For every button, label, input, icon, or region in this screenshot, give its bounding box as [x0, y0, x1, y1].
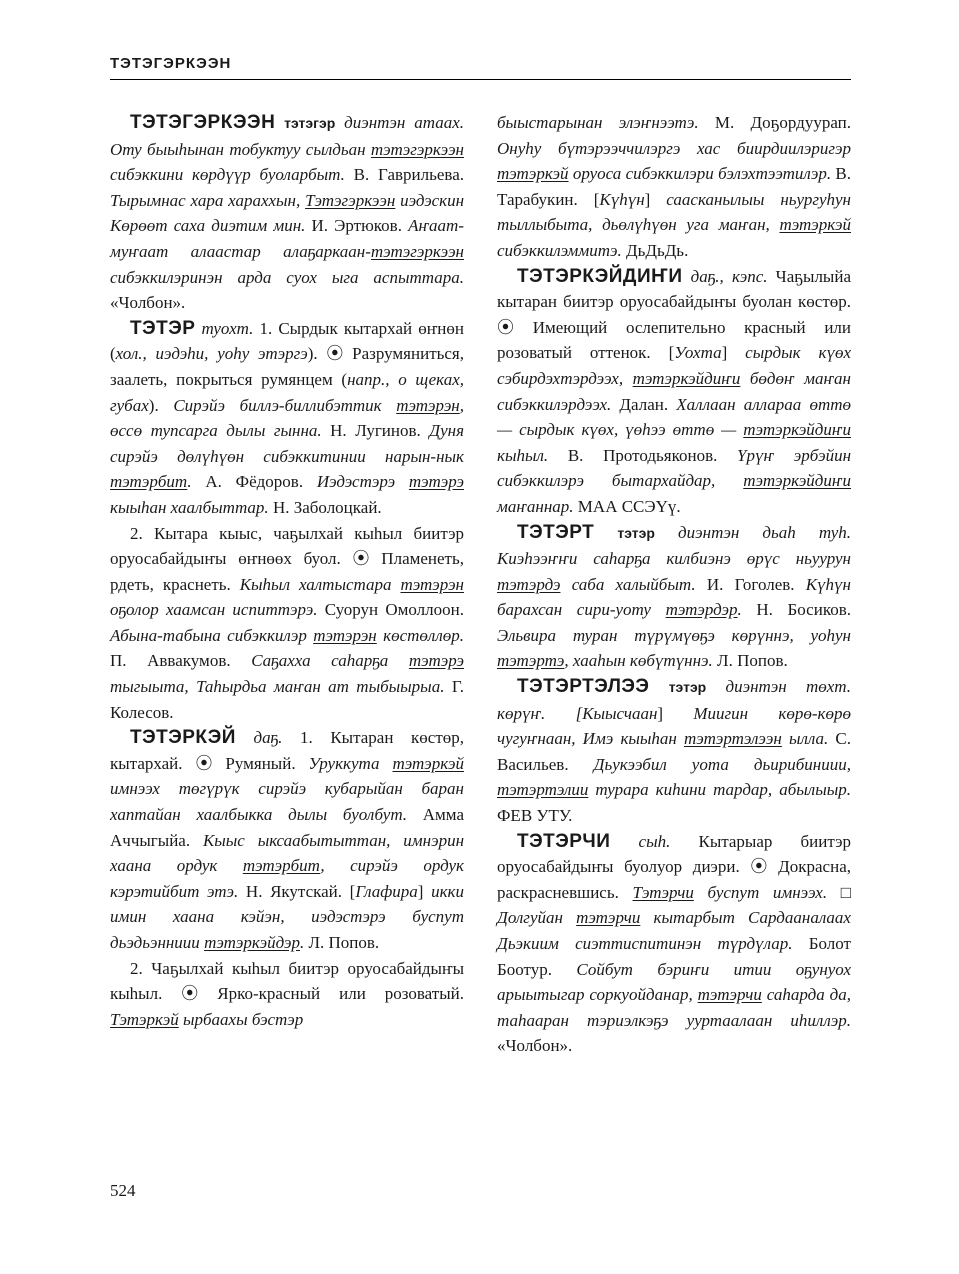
- entry-teter: [110, 316, 464, 521]
- page-number: 524: [110, 1181, 136, 1200]
- example-text: ырбаахы бэстэр: [178, 1009, 304, 1029]
- grammar-label: даҕ.: [235, 728, 283, 748]
- highlighted-word: тэтэрэ: [408, 651, 464, 671]
- highlighted-word: Тэтэрчи: [632, 882, 694, 902]
- author: МАА ССЭҮү.: [573, 496, 681, 516]
- definition: диэнтэн атаах. Оту быыһынан тобуктуу сылдьан: [110, 113, 464, 159]
- highlighted-word: тэтэрдэр: [665, 600, 738, 620]
- highlighted-word: тэтэрчи: [576, 908, 641, 928]
- highlighted-word: тэтэрчи: [697, 985, 762, 1005]
- example-text: сибэккилэринэн арда суох ыга аспыттара.: [110, 267, 464, 287]
- definition: диэнтэн дьаһ туһ.: [654, 522, 851, 542]
- headword: ТЭТЭРТЭЛЭЭ: [517, 676, 650, 698]
- translation: ). ⦿ Разрумяниться, заалеть, покрыться румянцем (: [110, 344, 464, 389]
- entry-teter-sense-2: [110, 521, 464, 726]
- example-text: кытарбыт Сардааналаах Дьэкиим сиэттиспитинэн түрдүлар.: [497, 908, 851, 953]
- headword: ТЭТЭГЭРКЭЭН: [130, 112, 276, 133]
- example-text: Киэһээҥҥи саһарҕа килбиэнэ өрүс ньуурун: [497, 549, 851, 569]
- example-text: кыыһан хаалбыттар.: [110, 497, 269, 517]
- example-text: сырдык күөх сэбирдэхтэрдээх,: [497, 343, 851, 388]
- highlighted-word: тэтэртэлии: [497, 780, 589, 800]
- usage-note: напр., о щеках, губах: [110, 369, 465, 415]
- bracket: ]: [644, 189, 667, 209]
- punctuation: ).: [148, 395, 174, 415]
- highlighted-word: тэтэркэйдиҥи: [743, 471, 851, 491]
- highlighted-word: тэтэрэн: [396, 395, 460, 415]
- highlighted-word: тэтэрдэ: [497, 574, 561, 594]
- example-text: сибэккилэммитэ.: [497, 240, 622, 260]
- example-text: көстөллөр.: [376, 625, 464, 645]
- highlighted-word: тэтэркэй: [497, 164, 569, 184]
- definition: Кытарыар биитэр оруосабайдыҥы буолуор диэри. ⦿ Докрасна, раскрасневшись.: [497, 831, 852, 902]
- author: А. Фёдоров.: [191, 472, 317, 492]
- entry-teterchi: [497, 829, 851, 1059]
- example-text: Уохта: [674, 343, 722, 363]
- example-text: Кыыс ыксаабытыттан, имнэрин хаана ордук: [110, 830, 465, 876]
- headword: ТЭТЭРКЭЙДИҤИ: [517, 265, 683, 287]
- author: Суорун Омоллоон.: [317, 600, 464, 620]
- example-text: .: [187, 472, 192, 492]
- grammar-label: сыһ.: [610, 831, 671, 851]
- example-text: Сойбут бэриҥи итии оҕунуох арыытыгар соркуойданар,: [497, 959, 851, 1005]
- definition: 2. Чаҕылхай кыһыл биитэр оруосабайдыҥы кыһыл. ⦿ Ярко-красный или розоватый.: [110, 958, 464, 1004]
- grammar-label: туохт.: [195, 318, 254, 338]
- entry-teterkey: [110, 725, 464, 955]
- highlighted-word: тэтэртэ: [497, 651, 565, 671]
- highlighted-word: тэтэгэркээн: [370, 241, 464, 261]
- example-text: кыһыл.: [497, 445, 549, 465]
- example-text: саасканылыы ньургуһун тыллыбыта, дьөлүһүөн уга маҥан,: [497, 189, 851, 235]
- highlighted-word: тэтэркэйдиҥи: [743, 420, 851, 440]
- example-text: Дуня сирэйэ дөлүһүөн сибэккитинии нарын-нык: [110, 421, 464, 466]
- highlighted-word: тэтэртэлээн: [684, 729, 782, 749]
- right-column: [497, 110, 851, 1059]
- example-text: Уруккута: [308, 753, 393, 773]
- example-text: .: [737, 600, 742, 620]
- definition: Чаҕылыйа кытаран биитэр оруосабайдыҥы буолан көстөр. ⦿ Имеющий ослепительно красный или розоватый оттенок. [: [497, 266, 851, 363]
- author: «Чолбон».: [110, 293, 186, 313]
- author: П. Аввакумов.: [110, 651, 252, 671]
- example-text: маҥаннар.: [497, 496, 574, 516]
- example-text: Саҕахха саһарҕа: [251, 651, 409, 671]
- example-text: Кыысчаан: [582, 703, 658, 723]
- author: И. Эртюков.: [305, 216, 409, 236]
- author: Л. Попов.: [304, 933, 380, 952]
- example-text: Халлаан аллараа өттө — сырдык күөх, үөһээ өттө —: [497, 394, 852, 440]
- author: Далан.: [611, 394, 677, 414]
- headword: ТЭТЭРЧИ: [517, 830, 611, 852]
- entry-tetert: [497, 520, 851, 675]
- author: ФЕВ УТУ.: [497, 806, 573, 826]
- bracket: [: [593, 189, 600, 209]
- bracket: ]: [417, 881, 432, 901]
- example-text: буспут имнээх. □: [693, 882, 851, 902]
- definition: диэнтэн төхт. көрүҥ. [: [497, 677, 852, 723]
- grammar-label: даҕ., кэпс.: [682, 266, 768, 286]
- running-head: ТЭТЭГЭРКЭЭН: [110, 55, 232, 72]
- headword: ТЭТЭРТ: [517, 521, 595, 543]
- highlighted-word: тэтэгэркээн: [370, 139, 464, 159]
- author: Г. Колесов.: [110, 677, 464, 722]
- author: Болот Боотур.: [497, 934, 851, 979]
- author: Н. Лугинов.: [321, 421, 430, 441]
- highlighted-word: тэтэрэ: [408, 472, 464, 492]
- bracket: [: [349, 881, 356, 901]
- example-text: бөдөҥ маҥан сибэккилэрдээх.: [497, 368, 851, 414]
- definition: 2. Кытара кыыс, чаҕылхай кыһыл биитэр оруосабайдыҥы өҥнөөх буол. ⦿ Пламенеть, рдеть, краснеть.: [110, 523, 464, 594]
- left-column: [110, 110, 464, 1032]
- example-text: Миигин көрө-көрө чугуҥнаан, Имэ кыыһан: [497, 703, 851, 749]
- example-text: ылла.: [781, 729, 829, 749]
- example-text: , сирэйэ ордук кэрэтийбит этэ.: [110, 856, 465, 901]
- highlighted-word: тэтэркэйдиҥи: [632, 368, 741, 388]
- author: Н. Босиков.: [741, 600, 851, 620]
- highlighted-word: тэтэркэйдэр: [204, 933, 300, 952]
- example-text: .: [299, 933, 305, 952]
- highlighted-word: тэтэркэй: [779, 215, 851, 235]
- author: Н. Заболоцкай.: [268, 497, 382, 517]
- highlighted-word: тэтэрбит: [110, 472, 188, 492]
- derivation-base: тэтэр: [617, 524, 655, 541]
- example-text: Күһүн: [599, 189, 645, 209]
- example-text: Тырымнас хара хараххын,: [110, 190, 306, 210]
- example-text: , хааһын көбүтүннэ.: [564, 651, 713, 671]
- header-rule: [110, 79, 851, 80]
- usage-note: хол., иэдэһи, уоһу этэргэ: [115, 344, 308, 364]
- example-text: Эльвира туран түрүмүөҕэ көрүннэ, уоһун: [497, 625, 851, 645]
- highlighted-word: Тэтэркэй: [110, 1009, 179, 1029]
- author: Л. Попов.: [712, 651, 788, 671]
- author: В. Тарабукин.: [497, 164, 851, 209]
- example-text: Долгуйан: [497, 908, 577, 928]
- example-text: Дьукээбил уота дьирибиниии,: [593, 754, 851, 774]
- entry-teterkey-sense-2: [110, 956, 464, 1033]
- author: «Чолбон».: [497, 1036, 573, 1056]
- author: Амма Аччыгыйа.: [110, 805, 464, 850]
- headword: ТЭТЭРКЭЙ: [130, 727, 236, 749]
- example-text: икки имин хаана кэйэн, иэдэстэрэ буспут дьэдьэнниии: [110, 881, 464, 952]
- author: И. Гоголев.: [695, 574, 806, 594]
- author: В. Гаврильева.: [344, 165, 464, 185]
- example-text: оҕолор хаамсан испиттэрэ.: [110, 600, 318, 620]
- author: ДьДьДь.: [621, 240, 689, 260]
- entry-tetertelee: [497, 674, 851, 829]
- highlighted-word: тэтэрэн: [313, 625, 377, 645]
- author: С. Васильев.: [497, 729, 852, 774]
- example-text: имнээх төгүрүк сирэйэ кубарыйан баран хаптайан хаалбыкка дылы буолбут.: [110, 779, 464, 825]
- example-text: Күһүн барахсан сири-уоту: [497, 574, 851, 620]
- example-text: турара киһини тардар, абылыыр.: [588, 780, 851, 800]
- example-text: быыстарынан элэҥнээтэ.: [497, 113, 699, 132]
- example-text: Онуһу бүтэрээччилэргэ хас биирдиилэригэр: [497, 138, 851, 158]
- bracket: ]: [657, 703, 694, 723]
- example-text: иэдэскин Көрөөт саха диэтим мин.: [110, 190, 465, 236]
- example-text: Сирэйэ биллэ-биллибэттик: [173, 395, 397, 415]
- entry-tetegerkeen: [110, 110, 464, 316]
- author: Н. Якутскай.: [238, 881, 350, 901]
- example-text: Иэдэстэрэ: [316, 472, 409, 492]
- example-text: , өссө тупсарга дылы гынна.: [110, 395, 464, 441]
- author: В. Протодьяконов.: [548, 445, 738, 465]
- example-text: Абына-табына сибэккилэр: [110, 625, 314, 645]
- author: М. Доҕордуурап.: [698, 113, 851, 132]
- derivation-base: тэтэр: [668, 679, 707, 696]
- definition: 1. Кытаран көстөр, кытархай. ⦿ Румяный.: [110, 728, 464, 773]
- entry-teterkey-continued: [497, 110, 851, 264]
- example-text: оруоса сибэккилэри бэлэхтээтилэр.: [568, 164, 832, 184]
- bracket: ]: [721, 343, 746, 363]
- derivation-base: тэтэгэр: [284, 115, 336, 131]
- definition: 1. Сырдык кытархай өҥнөн (: [110, 318, 464, 364]
- example-text: Глафира: [355, 881, 418, 901]
- example-text: Үрүҥ эрбэйин сибэккилэрэ бытархайдар,: [497, 445, 852, 491]
- entry-teterkeydingi: [497, 264, 851, 520]
- highlighted-word: тэтэрэн: [400, 574, 464, 594]
- example-text: саһарда да, таһааран тэриэлкэҕэ ууртаалаан иһиллэр.: [497, 985, 851, 1030]
- example-text: тыгыыта, Таһырдьа маҥан ат тыбыырыа.: [110, 677, 445, 697]
- highlighted-word: Тэтэгэркээн: [305, 190, 396, 210]
- highlighted-word: тэтэркэй: [392, 753, 464, 773]
- headword: ТЭТЭР: [130, 317, 196, 339]
- highlighted-word: тэтэрбит: [242, 856, 321, 876]
- example-text: саба халыйбыт.: [560, 574, 696, 594]
- example-text: Кыһыл халтыстара: [239, 574, 401, 594]
- example-text: сибэккини көрдүүр буоларбыт.: [110, 165, 345, 185]
- example-text: Аҥаат-муҥаат алаастар алаҕаркаан-: [110, 216, 464, 261]
